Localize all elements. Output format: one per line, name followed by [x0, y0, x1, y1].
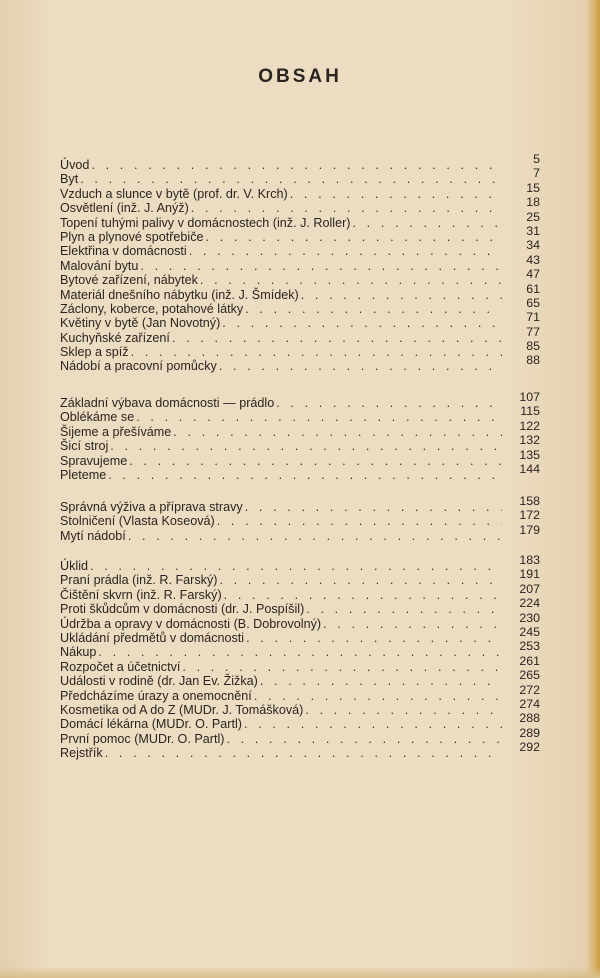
toc-entry	[60, 238, 540, 259]
dot-leader	[98, 645, 502, 659]
toc-entry	[60, 353, 540, 374]
dot-leader	[301, 288, 502, 302]
dot-leader	[136, 410, 502, 424]
toc-entry	[60, 267, 540, 288]
toc-entry	[60, 166, 540, 187]
toc-entry	[60, 494, 540, 514]
toc-entry-page-number: 245	[519, 624, 540, 639]
toc-entry-page-number: 31	[526, 223, 540, 238]
page-edge-right	[586, 0, 600, 978]
dot-leader	[260, 674, 502, 688]
dot-leader	[108, 468, 502, 482]
toc-entry	[60, 281, 540, 302]
toc-entry-title: Spravujeme	[60, 453, 128, 468]
toc-entry-page-number: 77	[526, 324, 540, 339]
dot-leader	[246, 631, 502, 645]
toc-entry	[60, 252, 540, 273]
toc-entry-page-number: 288	[519, 711, 540, 726]
dot-leader	[254, 689, 502, 703]
toc-entry-page-number: 158	[519, 494, 540, 508]
toc-entry-title: Úklid	[60, 559, 88, 573]
toc-entry-page-number: 172	[519, 508, 540, 523]
dot-leader	[245, 500, 502, 514]
dot-leader	[352, 216, 502, 230]
toc-entry-title: První pomoc (MUDr. O. Partl)	[60, 731, 225, 746]
dot-leader	[80, 172, 502, 186]
dot-leader	[189, 244, 502, 258]
toc-entry-page-number: 7	[533, 166, 540, 181]
dot-leader	[206, 230, 502, 244]
toc-entry-title: Praní prádla (inž. R. Farský)	[60, 573, 218, 588]
toc-entry-page-number: 122	[519, 418, 540, 433]
toc-entry-page-number: 61	[526, 281, 540, 296]
dot-leader	[290, 187, 502, 201]
dot-leader	[219, 573, 502, 587]
toc-entry	[60, 553, 540, 573]
toc-entry-title: Osvětlení (inž. J. Anýž)	[60, 201, 189, 216]
toc-section-1	[60, 152, 540, 374]
toc-entry-title: Rejstřík	[60, 746, 103, 761]
toc-entry	[60, 711, 540, 732]
toc-entry-title: Topení tuhými palivy v domácnostech (inž. J. Roller)	[60, 215, 351, 230]
toc-entry-page-number: 191	[519, 567, 540, 582]
toc-entry-title: Šijeme a přešíváme	[60, 424, 172, 439]
toc-section-3	[60, 494, 540, 543]
toc-entry-title: Vzduch a slunce v bytě (prof. dr. V. Krch)	[60, 186, 288, 201]
toc-entry-title: Kuchyňské zařízení	[60, 330, 170, 345]
dot-leader	[306, 602, 502, 616]
toc-entry-page-number: 15	[526, 180, 540, 195]
toc-entry	[60, 433, 540, 454]
toc-entry-title: Nákup	[60, 645, 97, 660]
toc-entry	[60, 339, 540, 360]
dot-leader	[91, 158, 502, 172]
toc-entry	[60, 682, 540, 703]
dot-leader	[217, 514, 502, 528]
toc-entry	[60, 610, 540, 631]
dot-leader	[226, 732, 502, 746]
toc-entry	[60, 725, 540, 746]
toc-entry	[60, 223, 540, 244]
dot-leader	[172, 331, 502, 345]
dot-leader	[224, 588, 502, 602]
toc-entry-page-number: 207	[519, 581, 540, 596]
toc-entry	[60, 624, 540, 645]
toc-entry	[60, 447, 540, 468]
toc-entry-title: Správná výživa a příprava stravy	[60, 500, 243, 514]
toc-entry-page-number: 88	[526, 353, 540, 368]
toc-entry-page-number: 135	[519, 447, 540, 462]
toc-entry-title: Byt	[60, 172, 79, 187]
toc-entry-page-number: 71	[526, 310, 540, 325]
dot-leader	[110, 439, 502, 453]
toc-entry	[60, 581, 540, 602]
toc-entry	[60, 390, 540, 410]
dot-leader	[90, 559, 502, 573]
toc-entry-title: Materiál dnešního nábytku (inž. J. Šmídek)	[60, 287, 299, 302]
toc-entry-page-number: 289	[519, 725, 540, 740]
page-title: OBSAH	[258, 66, 342, 87]
toc-entry-page-number: 132	[519, 433, 540, 448]
toc-entry-page-number: 18	[526, 195, 540, 210]
toc-entry-title: Pleteme	[60, 467, 107, 482]
toc-entry	[60, 295, 540, 316]
dot-leader	[200, 273, 502, 287]
dot-leader	[305, 703, 502, 717]
toc-entry-page-number: 47	[526, 267, 540, 282]
dot-leader	[244, 717, 502, 731]
toc-entry-title: Šicí stroj	[60, 439, 109, 454]
toc-entry	[60, 567, 540, 588]
toc-entry-title: Nádobí a pracovní pomůcky	[60, 359, 217, 374]
dot-leader	[182, 660, 502, 674]
dot-leader	[323, 617, 502, 631]
dot-leader	[131, 345, 502, 359]
toc-entry-page-number: 183	[519, 553, 540, 567]
toc-entry-title: Ukládání předmětů v domácnosti	[60, 630, 245, 645]
toc-entry-page-number: 5	[533, 152, 540, 166]
toc-entry	[60, 596, 540, 617]
toc-entry	[60, 418, 540, 439]
toc-entry	[60, 639, 540, 660]
toc-entry-page-number: 144	[519, 461, 540, 476]
toc-entry-title: Kosmetika od A do Z (MUDr. J. Tomášková)	[60, 702, 304, 717]
toc-entry	[60, 195, 540, 216]
dot-leader	[128, 529, 502, 543]
toc-entry-title: Údržba a opravy v domácnosti (B. Dobrovolný)	[60, 616, 322, 631]
toc-entry	[60, 653, 540, 674]
dot-leader	[191, 201, 502, 215]
toc-entry-title: Předcházíme úrazy a onemocnění	[60, 688, 252, 703]
toc-entry	[60, 668, 540, 689]
toc-entry	[60, 461, 540, 482]
toc-entry-title: Oblékáme se	[60, 410, 135, 425]
toc-entry-title: Úvod	[60, 158, 90, 172]
toc-entry-title: Základní výbava domácnosti — prádlo	[60, 396, 275, 410]
dot-leader	[173, 425, 502, 439]
toc-entry-page-number: 230	[519, 610, 540, 625]
toc-entry	[60, 404, 540, 425]
toc-entry-page-number: 34	[526, 238, 540, 253]
toc-entry	[60, 740, 540, 761]
toc-entry-title: Události v rodině (dr. Jan Ev. Žižka)	[60, 674, 258, 689]
toc-entry-page-number: 43	[526, 252, 540, 267]
toc-entry-page-number: 107	[519, 390, 540, 404]
toc-entry-page-number: 261	[519, 653, 540, 668]
toc-entry-title: Mytí nádobí	[60, 528, 126, 543]
toc-entry-title: Domácí lékárna (MUDr. O. Partl)	[60, 717, 242, 732]
dot-leader	[276, 396, 502, 410]
toc-entry-title: Stolničení (Vlasta Koseová)	[60, 514, 215, 529]
toc-section-4	[60, 553, 540, 761]
dot-leader	[129, 454, 502, 468]
toc-entry	[60, 152, 540, 172]
toc-entry-page-number: 85	[526, 339, 540, 354]
toc-entry-title: Plyn a plynové spotřebiče	[60, 229, 204, 244]
dot-leader	[222, 316, 502, 330]
toc-entry	[60, 180, 540, 201]
toc-entry	[60, 522, 540, 543]
dot-leader	[140, 259, 502, 273]
toc-entry-page-number: 179	[519, 522, 540, 537]
toc-entry-title: Proti škůdcům v domácnosti (dr. J. Pospíšil)	[60, 602, 305, 617]
toc-entry	[60, 324, 540, 345]
toc-section-2	[60, 390, 540, 482]
toc-entry	[60, 696, 540, 717]
toc-entry-page-number: 292	[519, 740, 540, 755]
page-edge-bottom	[0, 966, 600, 978]
toc-entry-title: Květiny v bytě (Jan Novotný)	[60, 316, 221, 331]
toc-entry-title: Záclony, koberce, potahové látky	[60, 301, 244, 316]
toc-entry-page-number: 272	[519, 682, 540, 697]
toc-entry-title: Sklep a spíž	[60, 345, 129, 360]
toc-entry-page-number: 224	[519, 596, 540, 611]
toc-entry-page-number: 253	[519, 639, 540, 654]
toc-entry-page-number: 265	[519, 668, 540, 683]
toc-entry-title: Bytové zařízení, nábytek	[60, 273, 198, 288]
toc-entry	[60, 508, 540, 529]
dot-leader	[245, 302, 502, 316]
dot-leader	[105, 746, 502, 760]
toc-entry	[60, 209, 540, 230]
dot-leader	[219, 359, 502, 373]
toc-entry-page-number: 65	[526, 295, 540, 310]
toc-entry-title: Čištění skvrn (inž. R. Farský)	[60, 587, 222, 602]
toc-entry-title: Malování bytu	[60, 258, 139, 273]
toc-entry-page-number: 115	[520, 404, 540, 419]
toc-entry-page-number: 25	[526, 209, 540, 224]
toc-entry-title: Rozpočet a účetnictví	[60, 659, 181, 674]
toc-entry-page-number: 274	[519, 696, 540, 711]
toc-entry	[60, 310, 540, 331]
toc-entry-title: Elektřina v domácnosti	[60, 244, 187, 259]
